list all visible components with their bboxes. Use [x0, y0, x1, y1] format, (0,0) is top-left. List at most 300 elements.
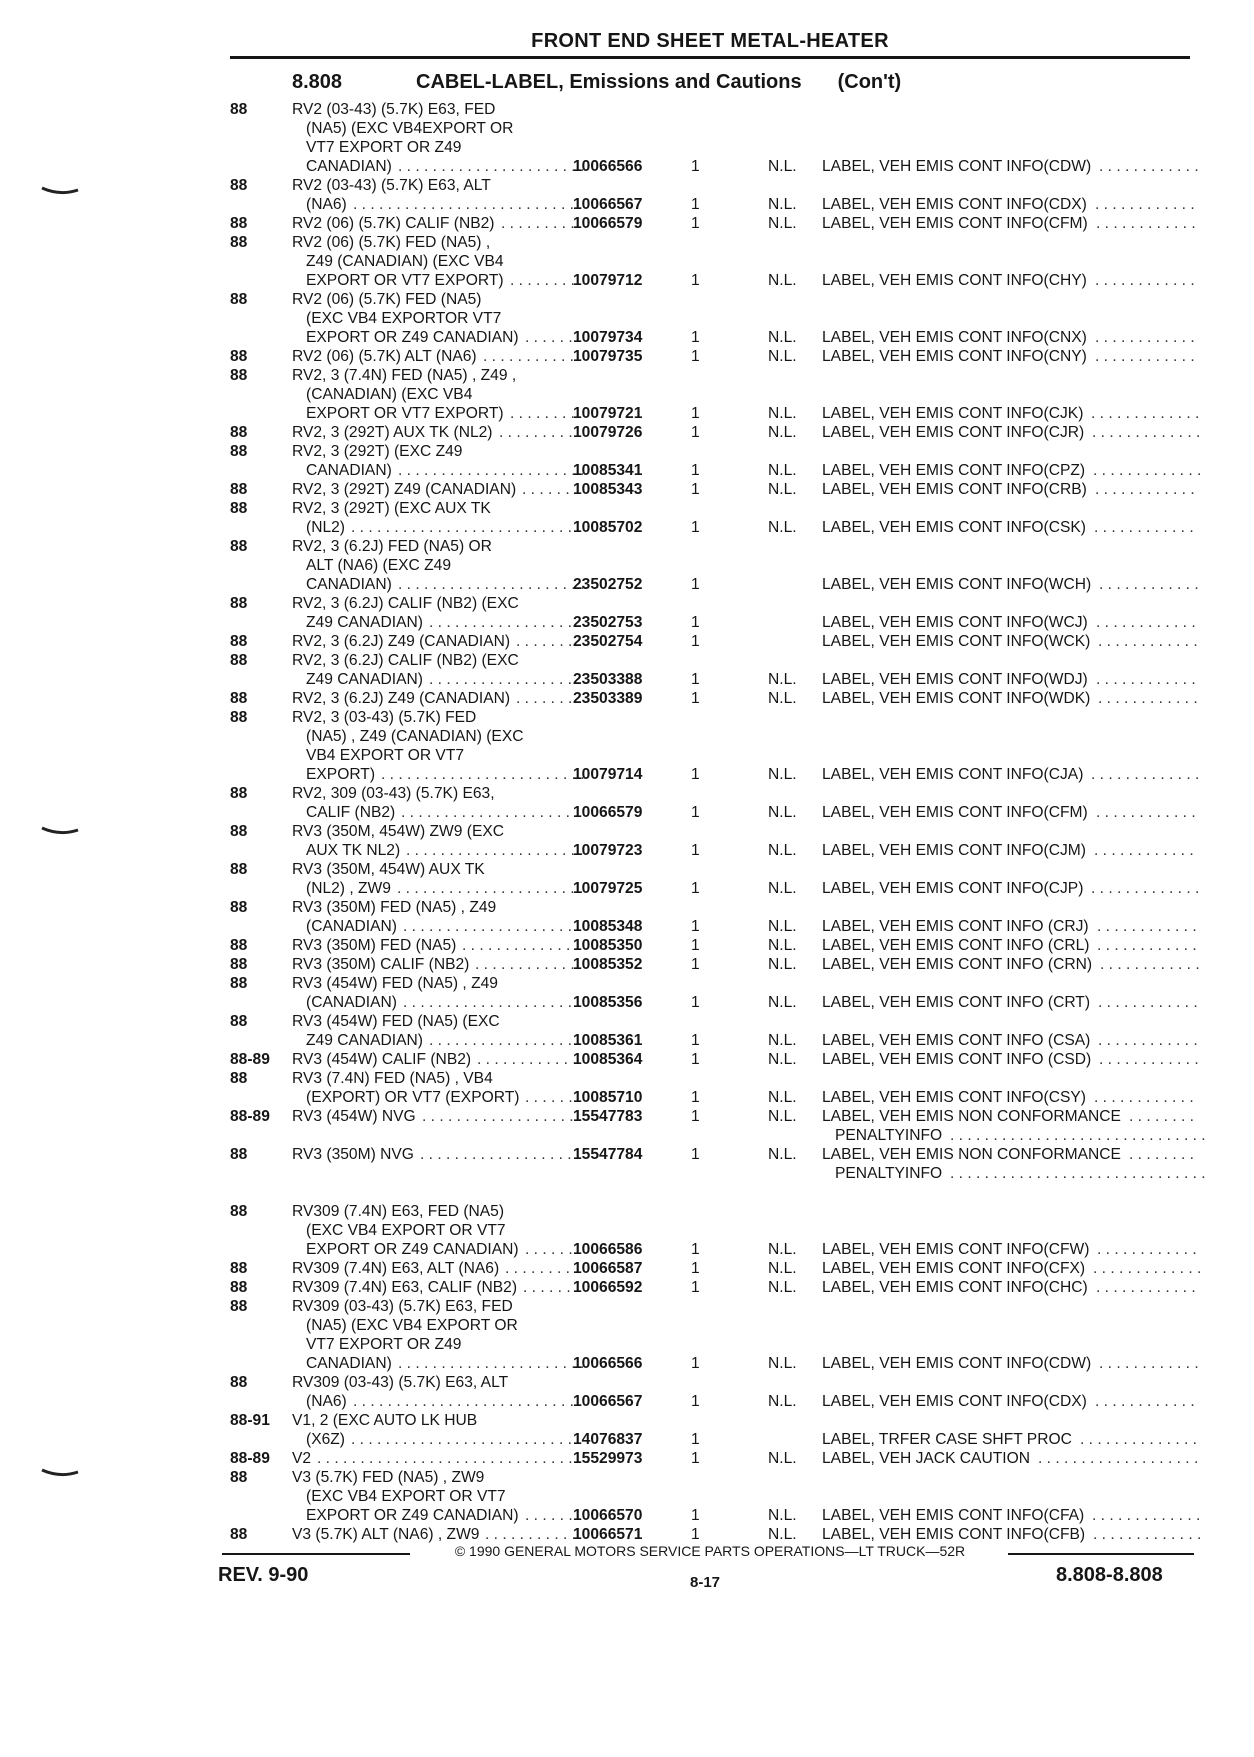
application-description: RV3 (350M, 454W) ZW9 (EXC [292, 823, 505, 840]
application-description: EXPORT OR VT7 EXPORT) [306, 272, 504, 289]
table-row [0, 727, 1254, 746]
application-description: RV3 (454W) NVG [292, 1108, 416, 1125]
model-year: 88 [230, 937, 248, 954]
table-row [0, 423, 1254, 442]
model-year: 88 [230, 652, 248, 669]
model-year: 88 [230, 443, 248, 460]
table-row [0, 233, 1254, 252]
quantity: 1 [691, 880, 700, 897]
part-name: LABEL, VEH EMIS CONT INFO(WCH) [822, 576, 1092, 593]
table-row [0, 613, 1254, 632]
table-row [0, 746, 1254, 765]
part-number: 10079723 [573, 842, 643, 859]
part-name: LABEL, VEH EMIS CONT INFO(CFW) [822, 1241, 1090, 1258]
part-number: 10066566 [573, 1355, 643, 1372]
part-number: 15547783 [573, 1108, 643, 1125]
part-name: LABEL, VEH EMIS CONT INFO(CFX) [822, 1260, 1086, 1277]
table-row [0, 252, 1254, 271]
model-year: 88 [230, 633, 248, 650]
application-description: RV2, 3 (6.2J) CALIF (NB2) (EXC [292, 652, 519, 669]
part-name: LABEL, VEH EMIS CONT INFO(CSY) [822, 1089, 1086, 1106]
application-description: RV2, 3 (7.4N) FED (NA5) , Z49 , [292, 367, 517, 384]
not-illustrated-flag: N.L. [768, 272, 797, 289]
leader-dots: . . . . . . . . [510, 405, 575, 422]
part-number: 15547784 [573, 1146, 643, 1163]
table-row [0, 1088, 1254, 1107]
model-year: 88 [230, 291, 248, 308]
leader-dots: . . . . . . . . . [501, 215, 575, 232]
leader-dots: . . . . . . . . . . . . [1097, 937, 1197, 954]
model-year: 88 [230, 424, 248, 441]
part-name: LABEL, VEH EMIS CONT INFO(CFM) [822, 804, 1088, 821]
not-illustrated-flag: N.L. [768, 158, 797, 175]
model-year: 88 [230, 861, 248, 878]
part-number: 10085348 [573, 918, 643, 935]
table-row [0, 879, 1254, 898]
table-row [0, 1373, 1254, 1392]
part-name: LABEL, VEH EMIS CONT INFO (CRJ) [822, 918, 1089, 935]
part-name: LABEL, VEH EMIS CONT INFO (CRL) [822, 937, 1090, 954]
part-name: LABEL, VEH EMIS CONT INFO(CFA) [822, 1507, 1085, 1524]
leader-dots: . . . . . . . . . . . . . . . . . . [429, 1032, 581, 1049]
quantity: 1 [691, 1032, 700, 1049]
table-row [0, 632, 1254, 651]
leader-dots: . . . . . . . . . . . . [1095, 272, 1195, 289]
table-row [0, 955, 1254, 974]
not-illustrated-flag: N.L. [768, 462, 797, 479]
part-number: 10066592 [573, 1279, 643, 1296]
application-description: (NA6) [306, 196, 347, 213]
part-name: LABEL, VEH EMIS CONT INFO(CJP) [822, 880, 1084, 897]
application-description: RV3 (350M) FED (NA5) , Z49 [292, 899, 497, 916]
application-description: (X6Z) [306, 1431, 345, 1448]
page-header-title: FRONT END SHEET METAL-HEATER [531, 30, 889, 52]
quantity: 1 [691, 1051, 700, 1068]
leader-dots: . . . . . . . . . . . . [1094, 842, 1194, 859]
model-year: 88 [230, 1279, 248, 1296]
leader-dots: . . . . . . . . . . . . . . . . . . . . . . [398, 158, 585, 175]
model-year: 88 [230, 975, 248, 992]
quantity: 1 [691, 1393, 700, 1410]
part-number: 15529973 [573, 1450, 643, 1467]
table-row [0, 1525, 1254, 1544]
table-row [0, 1126, 1254, 1145]
leader-dots: . . . . . . . . . . . . [1094, 1089, 1194, 1106]
binder-punch-mark [40, 826, 80, 836]
footer-section-range: 8.808-8.808 [1056, 1564, 1163, 1586]
leader-dots: . . . . . . . . . . . . [1095, 196, 1195, 213]
quantity: 1 [691, 576, 700, 593]
application-description: (NA5) (EXC VB4 EXPORT OR [306, 1317, 518, 1334]
leader-dots: . . . . . . . . . . . . . . . . . . . [1038, 1450, 1199, 1467]
quantity: 1 [691, 405, 700, 422]
model-year: 88 [230, 595, 248, 612]
table-row [0, 461, 1254, 480]
not-illustrated-flag: N.L. [768, 348, 797, 365]
quantity: 1 [691, 272, 700, 289]
application-description: RV3 (350M, 454W) AUX TK [292, 861, 485, 878]
quantity: 1 [691, 690, 700, 707]
table-row [0, 1392, 1254, 1411]
footer-copyright: © 1990 GENERAL MOTORS SERVICE PARTS OPERATIONS—LT TRUCK—52R [454, 1543, 966, 1559]
part-number: 10079726 [573, 424, 643, 441]
quantity: 1 [691, 614, 700, 631]
part-name: LABEL, VEH JACK CAUTION [822, 1450, 1030, 1467]
quantity: 1 [691, 196, 700, 213]
application-description: RV2, 3 (6.2J) Z49 (CANADIAN) [292, 633, 511, 650]
model-year: 88 [230, 1146, 248, 1163]
leader-dots: . . . . . . . . . . . . [477, 1051, 577, 1068]
leader-dots: . . . . . . . . . . . . . . . . . . . . . [403, 994, 581, 1011]
part-name: LABEL, VEH EMIS CONT INFO(CJK) [822, 405, 1084, 422]
application-description: RV309 (03-43) (5.7K) E63, ALT [292, 1374, 509, 1391]
part-name: LABEL, VEH EMIS CONT INFO(CSK) [822, 519, 1086, 536]
quantity: 1 [691, 937, 700, 954]
leader-dots: . . . . . . . . . . . . . . . . . . . [420, 1146, 581, 1163]
leader-dots: . . . . . . [523, 1279, 571, 1296]
not-illustrated-flag: N.L. [768, 937, 797, 954]
application-description: (NA6) [306, 1393, 347, 1410]
model-year: 88-89 [230, 1108, 270, 1125]
leader-dots: . . . . . . . . . . . . . [1091, 766, 1200, 783]
quantity: 1 [691, 633, 700, 650]
part-name: LABEL, VEH EMIS CONT INFO(CHC) [822, 1279, 1088, 1296]
part-number: 23502752 [573, 576, 643, 593]
leader-dots: . . . . . . . . . . . . . [1091, 880, 1200, 897]
application-description: CANADIAN) [306, 462, 392, 479]
part-name: LABEL, VEH EMIS CONT INFO(CRB) [822, 481, 1087, 498]
not-illustrated-flag: N.L. [768, 880, 797, 897]
table-row [0, 556, 1254, 575]
footer-revision: REV. 9-90 [218, 1564, 309, 1586]
part-name: LABEL, VEH EMIS CONT INFO(CDX) [822, 1393, 1087, 1410]
leader-dots: . . . . . . . . . . . . [1095, 329, 1195, 346]
model-year: 88 [230, 690, 248, 707]
leader-dots: . . . . . . . . . . . . . [1093, 1260, 1202, 1277]
table-row [0, 974, 1254, 993]
not-illustrated-flag: N.L. [768, 671, 797, 688]
quantity: 1 [691, 766, 700, 783]
application-description: EXPORT OR Z49 CANADIAN) [306, 329, 519, 346]
application-description: VT7 EXPORT OR Z49 [306, 1336, 462, 1353]
part-name: LABEL, VEH EMIS CONT INFO(CNY) [822, 348, 1087, 365]
table-row [0, 499, 1254, 518]
section-title: CABEL-LABEL, Emissions and Cautions [416, 71, 802, 93]
part-name: LABEL, VEH EMIS CONT INFO(CPZ) [822, 462, 1086, 479]
table-row [0, 347, 1254, 366]
leader-dots: . . . . . . . . . . . . [1099, 1355, 1199, 1372]
model-year: 88 [230, 177, 248, 194]
quantity: 1 [691, 1108, 700, 1125]
not-illustrated-flag: N.L. [768, 804, 797, 821]
leader-dots: . . . . . . [522, 481, 570, 498]
table-row [0, 1202, 1254, 1221]
model-year: 88 [230, 1203, 248, 1220]
application-description: ALT (NA6) (EXC Z49 [306, 557, 452, 574]
quantity: 1 [691, 918, 700, 935]
application-description: RV2, 3 (6.2J) CALIF (NB2) (EXC [292, 595, 519, 612]
leader-dots: . . . . . . . . . . . [483, 348, 574, 365]
leader-dots: . . . . . . . . [510, 272, 575, 289]
not-illustrated-flag: N.L. [768, 1393, 797, 1410]
leader-dots: . . . . . . . . . . . . [1099, 1051, 1199, 1068]
application-description: (CANADIAN) [306, 918, 397, 935]
not-illustrated-flag: N.L. [768, 481, 797, 498]
table-row [0, 936, 1254, 955]
application-description: RV3 (350M) NVG [292, 1146, 414, 1163]
table-row [0, 575, 1254, 594]
table-row [0, 1316, 1254, 1335]
application-description: RV2 (03-43) (5.7K) E63, FED [292, 101, 496, 118]
leader-dots: . . . . . . . . . . . . . . . . . . . . . . . . [381, 766, 585, 783]
application-description: Z49 CANADIAN) [306, 614, 423, 631]
part-number: 10085702 [573, 519, 643, 536]
not-illustrated-flag: N.L. [768, 766, 797, 783]
table-row [0, 1164, 1254, 1183]
not-illustrated-flag: N.L. [768, 196, 797, 213]
part-number: 10079735 [573, 348, 643, 365]
table-row [0, 1335, 1254, 1354]
table-row [0, 1449, 1254, 1468]
leader-dots: . . . . . . . . . . . . [1095, 1393, 1195, 1410]
quantity: 1 [691, 158, 700, 175]
part-name: LABEL, VEH EMIS CONT INFO(CHY) [822, 272, 1087, 289]
part-number: 10079712 [573, 272, 643, 289]
not-illustrated-flag: N.L. [768, 994, 797, 1011]
leader-dots: . . . . . . . . . . . . . [1091, 405, 1200, 422]
leader-dots: . . . . . . . . . [499, 424, 573, 441]
leader-dots: . . . . . . . . . . . . . . . . . . . . . . [398, 462, 585, 479]
leader-dots: . . . . . . . . . . . . [1098, 1032, 1198, 1049]
table-row [0, 385, 1254, 404]
table-row [0, 822, 1254, 841]
quantity: 1 [691, 1279, 700, 1296]
application-description: RV2, 3 (6.2J) Z49 (CANADIAN) [292, 690, 511, 707]
quantity: 1 [691, 462, 700, 479]
model-year: 88 [230, 234, 248, 251]
application-description: Z49 (CANADIAN) (EXC VB4 [306, 253, 504, 270]
application-description: RV309 (7.4N) E63, ALT (NA6) [292, 1260, 500, 1277]
model-year: 88 [230, 1374, 248, 1391]
quantity: 1 [691, 481, 700, 498]
table-row [0, 784, 1254, 803]
section-heading [292, 71, 901, 94]
application-description: EXPORT) [306, 766, 376, 783]
application-description: Z49 CANADIAN) [306, 671, 423, 688]
leader-dots: . . . . . . [525, 329, 573, 346]
leader-dots: . . . . . . . . . . . . . . . . . . . . . . [397, 880, 584, 897]
quantity: 1 [691, 994, 700, 1011]
leader-dots: . . . . . . . . . . . . [1095, 348, 1195, 365]
leader-dots: . . . . . . . . . . . . . . [462, 937, 579, 954]
leader-dots: . . . . . . . . . . . . . . . . . . [429, 671, 581, 688]
leader-dots: . . . . . . . . . . . . [1100, 956, 1200, 973]
leader-dots: . . . . . . . . . . . . [1096, 804, 1196, 821]
part-name: LABEL, VEH EMIS CONT INFO(CNX) [822, 329, 1087, 346]
leader-dots: . . . . . . . . . . . . . . . . . . . . . . . . . . . [353, 1393, 583, 1410]
application-description: RV3 (454W) CALIF (NB2) [292, 1051, 472, 1068]
part-name: LABEL, VEH EMIS CONT INFO(CFB) [822, 1526, 1086, 1543]
application-description: RV3 (454W) FED (NA5) , Z49 [292, 975, 498, 992]
quantity: 1 [691, 671, 700, 688]
application-description: RV2, 309 (03-43) (5.7K) E63, [292, 785, 495, 802]
table-row [0, 594, 1254, 613]
table-row [0, 803, 1254, 822]
not-illustrated-flag: N.L. [768, 1355, 797, 1372]
section-number: 8.808 [292, 71, 343, 93]
table-row [0, 917, 1254, 936]
application-description: EXPORT OR Z49 CANADIAN) [306, 1507, 519, 1524]
part-number: 10066586 [573, 1241, 643, 1258]
table-row [0, 1259, 1254, 1278]
application-description: EXPORT OR VT7 EXPORT) [306, 405, 504, 422]
model-year: 88 [230, 956, 248, 973]
leader-dots: . . . . . . [525, 1507, 573, 1524]
not-illustrated-flag: N.L. [768, 215, 797, 232]
table-row [0, 898, 1254, 917]
quantity: 1 [691, 1431, 700, 1448]
table-row [0, 841, 1254, 860]
application-description: RV2 (06) (5.7K) CALIF (NB2) [292, 215, 495, 232]
application-description: RV309 (7.4N) E63, FED (NA5) [292, 1203, 505, 1220]
part-number: 10066587 [573, 1260, 643, 1277]
section-continued: (Con't) [837, 71, 902, 93]
leader-dots: . . . . . . . . . . . . [1099, 576, 1199, 593]
application-description: CANADIAN) [306, 576, 392, 593]
quantity: 1 [691, 1507, 700, 1524]
part-number: 10079721 [573, 405, 643, 422]
application-description: (EXC VB4 EXPORT OR VT7 [306, 1488, 506, 1505]
part-name: LABEL, VEH EMIS CONT INFO(CJA) [822, 766, 1084, 783]
application-description: (NL2) , ZW9 [306, 880, 391, 897]
leader-dots: . . . . . . . . . . . . . . . . . . . . . . . . . . . [353, 196, 583, 213]
not-illustrated-flag: N.L. [768, 405, 797, 422]
table-row [0, 1354, 1254, 1373]
application-description: RV3 (350M) CALIF (NB2) [292, 956, 470, 973]
binder-punch-mark [40, 1468, 80, 1478]
leader-dots: . . . . . . . . . . . . [1096, 671, 1196, 688]
table-row [0, 195, 1254, 214]
not-illustrated-flag: N.L. [768, 1051, 797, 1068]
part-name: LABEL, VEH EMIS CONT INFO(WCK) [822, 633, 1091, 650]
model-year: 88 [230, 1013, 248, 1030]
application-description: (NA5) , Z49 (CANADIAN) (EXC [306, 728, 524, 745]
part-number: 10085710 [573, 1089, 643, 1106]
part-number: 10079734 [573, 329, 643, 346]
table-row [0, 1221, 1254, 1240]
not-illustrated-flag: N.L. [768, 956, 797, 973]
application-description: RV2, 3 (03-43) (5.7K) FED [292, 709, 477, 726]
model-year: 88 [230, 538, 248, 555]
part-number: 10066579 [573, 804, 643, 821]
application-description: (NA5) (EXC VB4EXPORT OR [306, 120, 514, 137]
part-number: 10066571 [573, 1526, 643, 1543]
not-illustrated-flag: N.L. [768, 1507, 797, 1524]
part-number: 10085361 [573, 1032, 643, 1049]
model-year: 88 [230, 1260, 248, 1277]
leader-dots: . . . . . . . [516, 690, 573, 707]
part-number: 10085343 [573, 481, 643, 498]
application-description: V3 (5.7K) FED (NA5) , ZW9 [292, 1469, 485, 1486]
application-description: (EXPORT) OR VT7 (EXPORT) [306, 1089, 520, 1106]
table-row [0, 993, 1254, 1012]
quantity: 1 [691, 1146, 700, 1163]
part-name: LABEL, VEH EMIS CONT INFO(WDK) [822, 690, 1091, 707]
table-row [0, 214, 1254, 233]
model-year: 88 [230, 215, 248, 232]
leader-dots: . . . . . . . . . . . . . . . . . . . . . . . . . . . [351, 1431, 581, 1448]
quantity: 1 [691, 348, 700, 365]
not-illustrated-flag: N.L. [768, 1089, 797, 1106]
application-description: RV2 (06) (5.7K) FED (NA5) [292, 291, 482, 308]
application-description: RV3 (454W) FED (NA5) (EXC [292, 1013, 500, 1030]
model-year: 88 [230, 1298, 248, 1315]
leader-dots: . . . . . . . . . . . . . . . . . . [429, 614, 581, 631]
application-description: (EXC VB4 EXPORT OR VT7 [306, 1222, 506, 1239]
part-name: LABEL, VEH EMIS CONT INFO(WCJ) [822, 614, 1088, 631]
part-number: 10066567 [573, 196, 643, 213]
application-description: VB4 EXPORT OR VT7 [306, 747, 465, 764]
model-year: 88 [230, 823, 248, 840]
table-row [0, 157, 1254, 176]
application-description: (CANADIAN) [306, 994, 397, 1011]
part-name: LABEL, VEH EMIS CONT INFO (CSD) [822, 1051, 1092, 1068]
model-year: 88 [230, 1526, 248, 1543]
table-row [0, 1183, 1254, 1202]
table-row [0, 176, 1254, 195]
part-number: 10066579 [573, 215, 643, 232]
part-number: 10079725 [573, 880, 643, 897]
leader-dots: . . . . . . [525, 1089, 573, 1106]
table-row [0, 1012, 1254, 1031]
footer-rule-right [1008, 1553, 1194, 1555]
table-row [0, 1278, 1254, 1297]
application-description: (NL2) [306, 519, 345, 536]
leader-dots: . . . . . . . . . . . . . . . . . . . . . . . . . . . [351, 519, 581, 536]
leader-dots: . . . . . . . . . . . . [1096, 215, 1196, 232]
not-illustrated-flag: N.L. [768, 1260, 797, 1277]
model-year: 88 [230, 899, 248, 916]
table-row [0, 1506, 1254, 1525]
leader-dots: . . . . . . . . . . . . [1098, 633, 1198, 650]
part-number: 23503388 [573, 671, 643, 688]
application-description: RV2, 3 (292T) AUX TK (NL2) [292, 424, 493, 441]
leader-dots: . . . . . . . . . . . . . . . . . . . . . . [398, 576, 585, 593]
not-illustrated-flag: N.L. [768, 1146, 797, 1163]
part-number: 10066567 [573, 1393, 643, 1410]
table-row [0, 1107, 1254, 1126]
table-row [0, 1411, 1254, 1430]
part-name: LABEL, VEH EMIS CONT INFO(CJR) [822, 424, 1085, 441]
application-description: RV3 (350M) FED (NA5) [292, 937, 457, 954]
quantity: 1 [691, 1089, 700, 1106]
part-number: 10085356 [573, 994, 643, 1011]
part-number: 23502754 [573, 633, 643, 650]
quantity: 1 [691, 1260, 700, 1277]
part-number: 10079714 [573, 766, 643, 783]
table-row [0, 1031, 1254, 1050]
model-year: 88 [230, 367, 248, 384]
leader-dots: . . . . . . . . . . . . [1096, 1279, 1196, 1296]
table-row [0, 442, 1254, 461]
table-row [0, 1240, 1254, 1259]
not-illustrated-flag: N.L. [768, 1108, 797, 1125]
part-name: LABEL, VEH EMIS CONT INFO(CDW) [822, 158, 1092, 175]
table-row [0, 765, 1254, 784]
not-illustrated-flag: N.L. [768, 1241, 797, 1258]
application-description: RV3 (7.4N) FED (NA5) , VB4 [292, 1070, 493, 1087]
model-year: 88 [230, 1469, 248, 1486]
